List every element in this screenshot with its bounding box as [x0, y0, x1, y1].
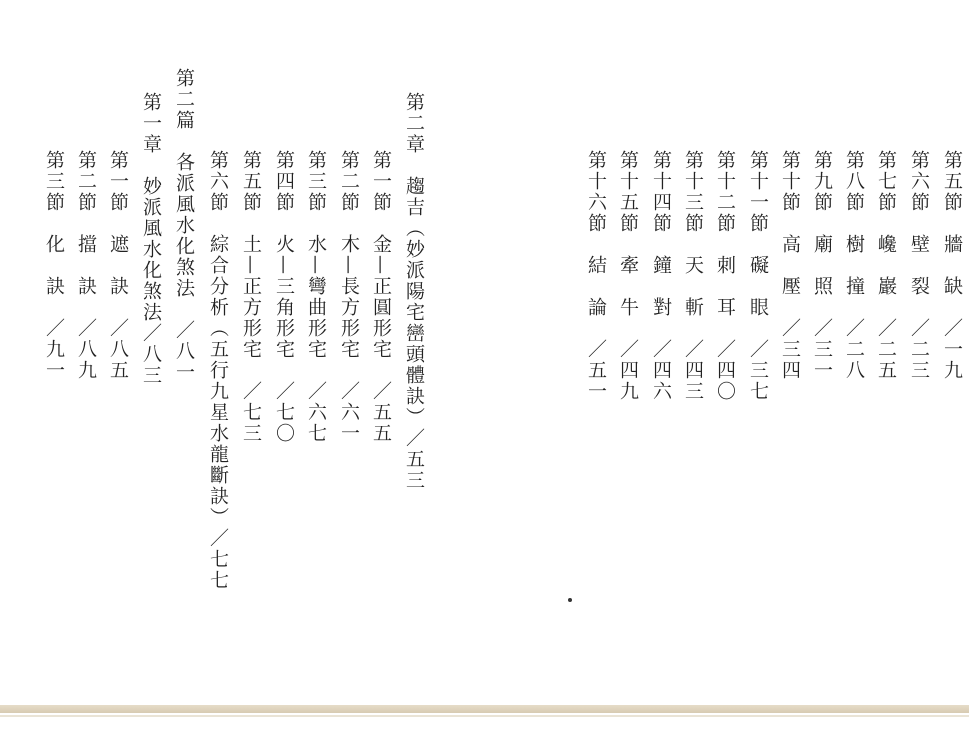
- toc-entry: 第十三節 天 斬 ／四三: [682, 150, 704, 402]
- toc-entry: 第十六節 結 論 ／五一: [585, 150, 607, 402]
- toc-entry: 第八節 樹 撞 ／二八: [843, 150, 865, 381]
- toc-entry: 第三節 化 訣 ／九一: [43, 150, 65, 381]
- toc-entry: 第十節 高 壓 ／三四: [779, 150, 801, 381]
- toc-entry: 第十一節 礙 眼 ／三七: [747, 150, 769, 402]
- speck: [568, 598, 572, 602]
- toc-entry: 第六節 壁 裂 ／二三: [908, 150, 930, 381]
- page-edge-line: [0, 715, 969, 717]
- toc-entry: 第十五節 牽 牛 ／四九: [617, 150, 639, 402]
- toc-entry: 第十二節 刺 耳 ／四〇: [714, 150, 736, 402]
- toc-entry: 第九節 廟 照 ／三一: [811, 150, 833, 381]
- toc-entry: 第六節 綜合分析（五行九星水龍斷訣）／七七: [207, 150, 229, 591]
- toc-entry: 第五節 牆 缺 ／一九: [941, 150, 963, 381]
- page-edge: [0, 705, 969, 713]
- toc-entry: 第三節 水—彎曲形宅 ／六七: [305, 150, 327, 444]
- toc-entry: 第五節 土—正方形宅 ／七三: [240, 150, 262, 444]
- toc-chapter: 第二章 趨吉（妙派陽宅巒頭體訣）／五三: [403, 92, 425, 491]
- toc-entry: 第二節 擋 訣 ／八九: [75, 150, 97, 381]
- toc-entry: 第十四節 鐘 對 ／四六: [650, 150, 672, 402]
- toc-entry: 第一節 遮 訣 ／八五: [107, 150, 129, 381]
- toc-entry: 第一節 金—正圓形宅 ／五五: [370, 150, 392, 444]
- toc-entry: 第七節 巉 巖 ／二五: [875, 150, 897, 381]
- toc-part: 第二篇 各派風水化煞法 ／八一: [173, 68, 195, 383]
- toc-entry: 第二節 木—長方形宅 ／六一: [338, 150, 360, 444]
- toc-chapter: 第一章 妙派風水化煞法／八三: [140, 92, 162, 386]
- toc-entry: 第四節 火—三角形宅 ／七〇: [273, 150, 295, 444]
